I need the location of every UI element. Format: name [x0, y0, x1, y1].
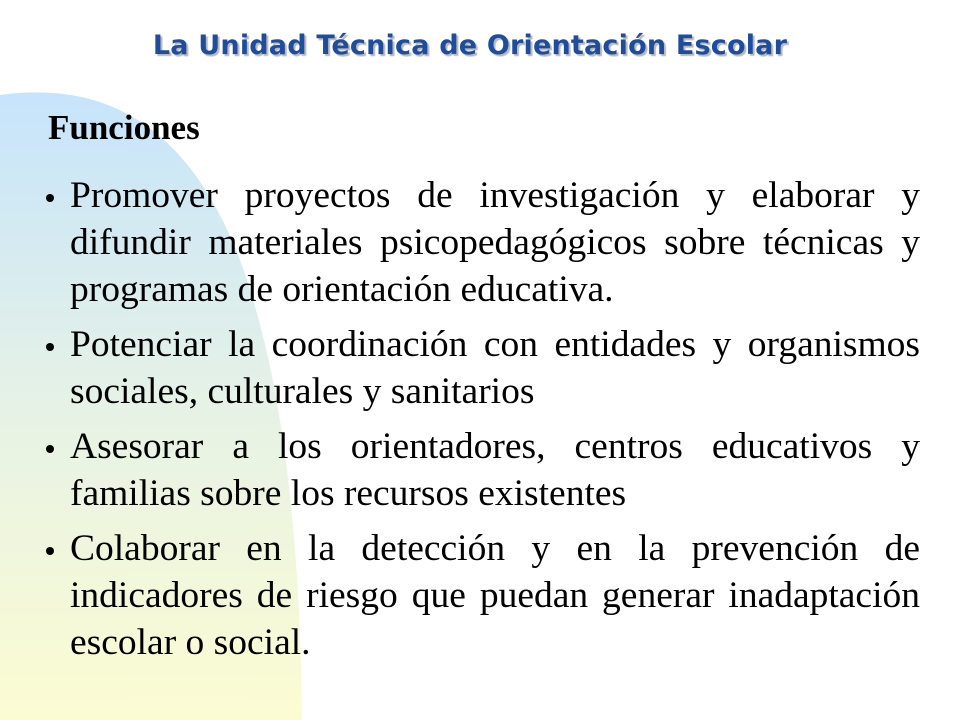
- list-item: [40, 321, 920, 415]
- bullet-icon: [46, 343, 54, 351]
- slide-title: La Unidad Técnica de Orientación Escolar: [152, 30, 788, 61]
- bullet-icon: [46, 194, 54, 202]
- list-item-text: Colaborar en la detección y en la prevención de indicadores de riesgo que puedan generar inadaptación escolar o social.: [70, 528, 920, 663]
- list-item-text: Asesorar a los orientadores, centros educativos y familias sobre los recursos existentes: [70, 426, 920, 514]
- section-heading: Funciones: [48, 108, 200, 147]
- list-item: [40, 525, 920, 666]
- list-item: [40, 172, 920, 313]
- list-item-text: Potenciar la coordinación con entidades y organismos sociales, culturales y sanitarios: [70, 324, 920, 412]
- functions-list: [40, 172, 920, 674]
- list-item-text: Promover proyectos de investigación y elaborar y difundir materiales psicopedagógicos sobre técnicas y programas de orientación educativa.: [70, 175, 920, 310]
- bullet-icon: [46, 445, 54, 453]
- list-item: [40, 423, 920, 517]
- bullet-icon: [46, 547, 54, 555]
